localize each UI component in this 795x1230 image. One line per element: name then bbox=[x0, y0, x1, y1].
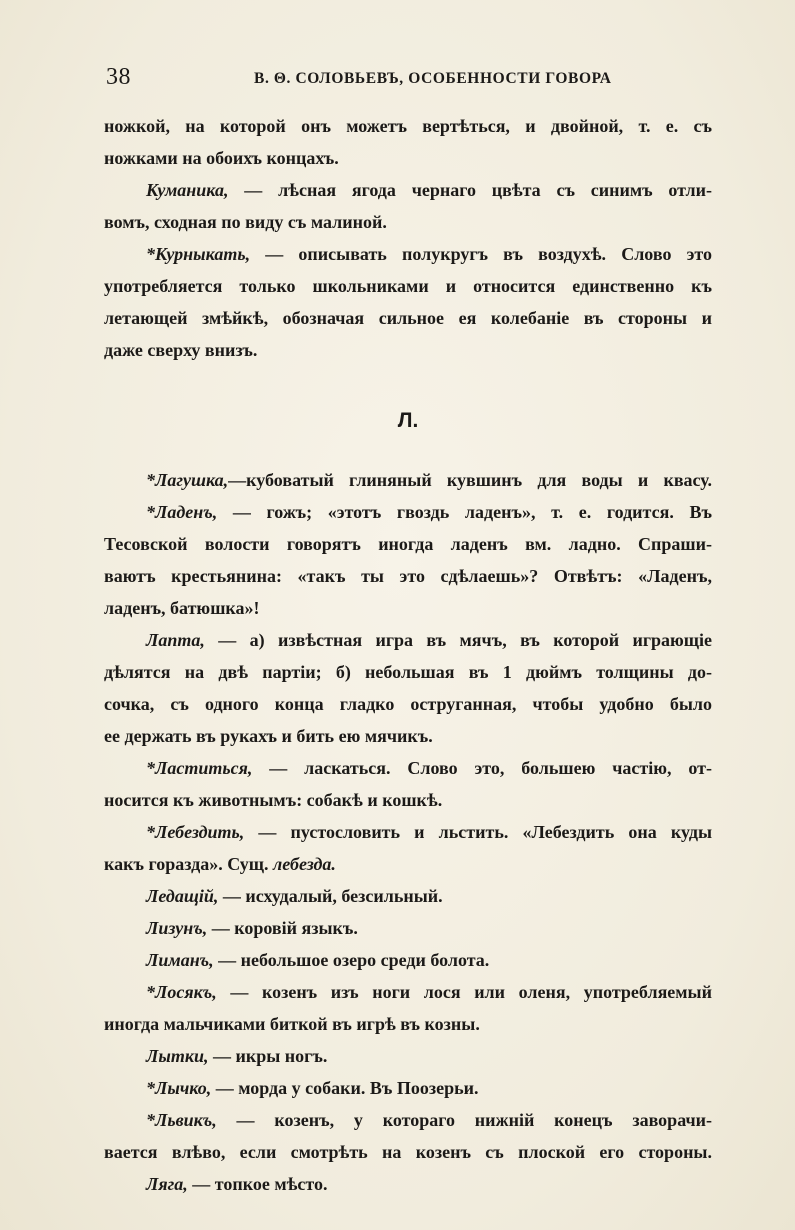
entry-headword: Лытки, bbox=[146, 1046, 209, 1066]
line-text: — икры ногъ. bbox=[208, 1046, 328, 1066]
text-line bbox=[104, 174, 712, 206]
line-text: — небольшое озеро среди болота. bbox=[213, 950, 490, 970]
line-text: сочка, съ одного конца гладко оструганная, чтобы удобно было bbox=[104, 694, 712, 714]
line-text: вается влѣво, если смотрѣть на козенъ съ плоской его стороны. bbox=[104, 1142, 712, 1162]
text-line bbox=[104, 720, 712, 752]
section-heading: Л. bbox=[397, 409, 419, 432]
line-text: даже сверху внизъ. bbox=[104, 340, 258, 360]
line-text: ее держать въ рукахъ и бить ею мячикъ. bbox=[104, 726, 433, 746]
text-line bbox=[104, 1168, 712, 1200]
text-line bbox=[104, 752, 712, 784]
line-text: иногда мальчиками биткой въ игрѣ въ козны. bbox=[104, 1014, 480, 1034]
line-text: — описывать полукругъ въ воздухѣ. Слово это bbox=[250, 244, 712, 264]
entry-headword: Лиманъ, bbox=[146, 950, 214, 970]
line-text: ножками на обоихъ концахъ. bbox=[104, 148, 339, 168]
line-text: — козенъ, у котораго нижній конецъ заворачи- bbox=[216, 1110, 712, 1130]
line-text: — гожъ; «этотъ гвоздь ладенъ», т. е. годится. Въ bbox=[217, 502, 712, 522]
line-text: — пустословить и льстить. «Лебездить она куды bbox=[244, 822, 712, 842]
line-text: вомъ, сходная по виду съ малиной. bbox=[104, 212, 387, 232]
text-line bbox=[104, 142, 712, 174]
text-line bbox=[104, 688, 712, 720]
entry-headword: *Лагушка, bbox=[146, 470, 229, 490]
text-line bbox=[104, 656, 712, 688]
line-text: ладенъ, батюшка»! bbox=[104, 598, 260, 618]
line-text: ножкой, на которой онъ можетъ вертѣться, и двойной, т. е. съ bbox=[104, 116, 712, 136]
line-text: — козенъ изъ ноги лося или оленя, употребляемый bbox=[216, 982, 712, 1002]
line-text: носится къ животнымъ: собакѣ и кошкѣ. bbox=[104, 790, 443, 810]
text-line bbox=[104, 560, 712, 592]
text-line bbox=[104, 592, 712, 624]
text-line bbox=[104, 1008, 712, 1040]
text-line bbox=[104, 944, 712, 976]
line-text: — ласкаться. Слово это, большею частію, от- bbox=[252, 758, 712, 778]
line-text: — морда у собаки. Въ Поозерьи. bbox=[211, 1078, 479, 1098]
text-line bbox=[104, 302, 712, 334]
line-text: — а) извѣстная игра въ мячъ, въ которой играющіе bbox=[204, 630, 712, 650]
body-text bbox=[104, 110, 712, 1200]
entry-headword: Куманика, bbox=[146, 180, 229, 200]
text-line bbox=[104, 334, 712, 366]
italic-term: лебезда. bbox=[272, 854, 336, 874]
entry-headword: *Лосякъ, bbox=[146, 982, 217, 1002]
line-text: — лѣсная ягода чернаго цвѣта съ синимъ отли- bbox=[228, 180, 712, 200]
line-text: —кубоватый глиняный кувшинъ для воды и квасу. bbox=[228, 470, 712, 490]
text-line bbox=[104, 912, 712, 944]
line-text: Тесовской волости говорятъ иногда ладенъ вм. ладно. Спраши- bbox=[104, 534, 712, 554]
text-line bbox=[104, 848, 712, 880]
entry-headword: Ледащій, bbox=[146, 886, 219, 906]
line-text: ваютъ крестьянина: «такъ ты это сдѣлаешь»? Отвѣтъ: «Ладенъ, bbox=[104, 566, 712, 586]
text-line bbox=[104, 1040, 712, 1072]
text-line bbox=[104, 110, 712, 142]
text-line bbox=[104, 624, 712, 656]
text-line bbox=[104, 464, 712, 496]
entry-headword: Лапта, bbox=[146, 630, 205, 650]
line-text: какъ горазда». Сущ. bbox=[104, 854, 273, 874]
text-line bbox=[104, 816, 712, 848]
text-line bbox=[104, 528, 712, 560]
entry-headword: *Львикъ, bbox=[146, 1110, 217, 1130]
text-line bbox=[104, 880, 712, 912]
text-line bbox=[104, 1072, 712, 1104]
running-head: В. Θ. СОЛОВЬЕВЪ, ОСОБЕННОСТИ ГОВОРА bbox=[254, 70, 612, 87]
line-text: летающей змѣйкѣ, обозначая сильное ея колебаніе въ стороны и bbox=[104, 308, 712, 328]
entry-headword: *Ладенъ, bbox=[146, 502, 218, 522]
line-text: употребляется только школьниками и относится единственно къ bbox=[104, 276, 712, 296]
text-line bbox=[104, 496, 712, 528]
line-text: — коровій языкъ. bbox=[207, 918, 358, 938]
entry-headword: *Лебездить, bbox=[146, 822, 245, 842]
entry-headword: *Курныкать, bbox=[146, 244, 251, 264]
entry-headword: *Ластиться, bbox=[146, 758, 253, 778]
text-line bbox=[104, 206, 712, 238]
entry-headword: Лизунъ, bbox=[146, 918, 208, 938]
page-header bbox=[104, 64, 704, 94]
text-line bbox=[104, 1104, 712, 1136]
line-text: — топкое мѣсто. bbox=[187, 1174, 328, 1194]
entry-headword: *Лычко, bbox=[146, 1078, 212, 1098]
line-text: — исхудалый, безсильный. bbox=[218, 886, 443, 906]
entry-headword: Ляга, bbox=[146, 1174, 188, 1194]
text-line bbox=[104, 238, 712, 270]
page-number: 38 bbox=[106, 64, 131, 90]
text-line bbox=[104, 1136, 712, 1168]
text-line bbox=[104, 270, 712, 302]
line-text: дѣлятся на двѣ партіи; б) небольшая въ 1 дюймъ толщины до- bbox=[104, 662, 712, 682]
text-line bbox=[104, 784, 712, 816]
text-line bbox=[104, 976, 712, 1008]
